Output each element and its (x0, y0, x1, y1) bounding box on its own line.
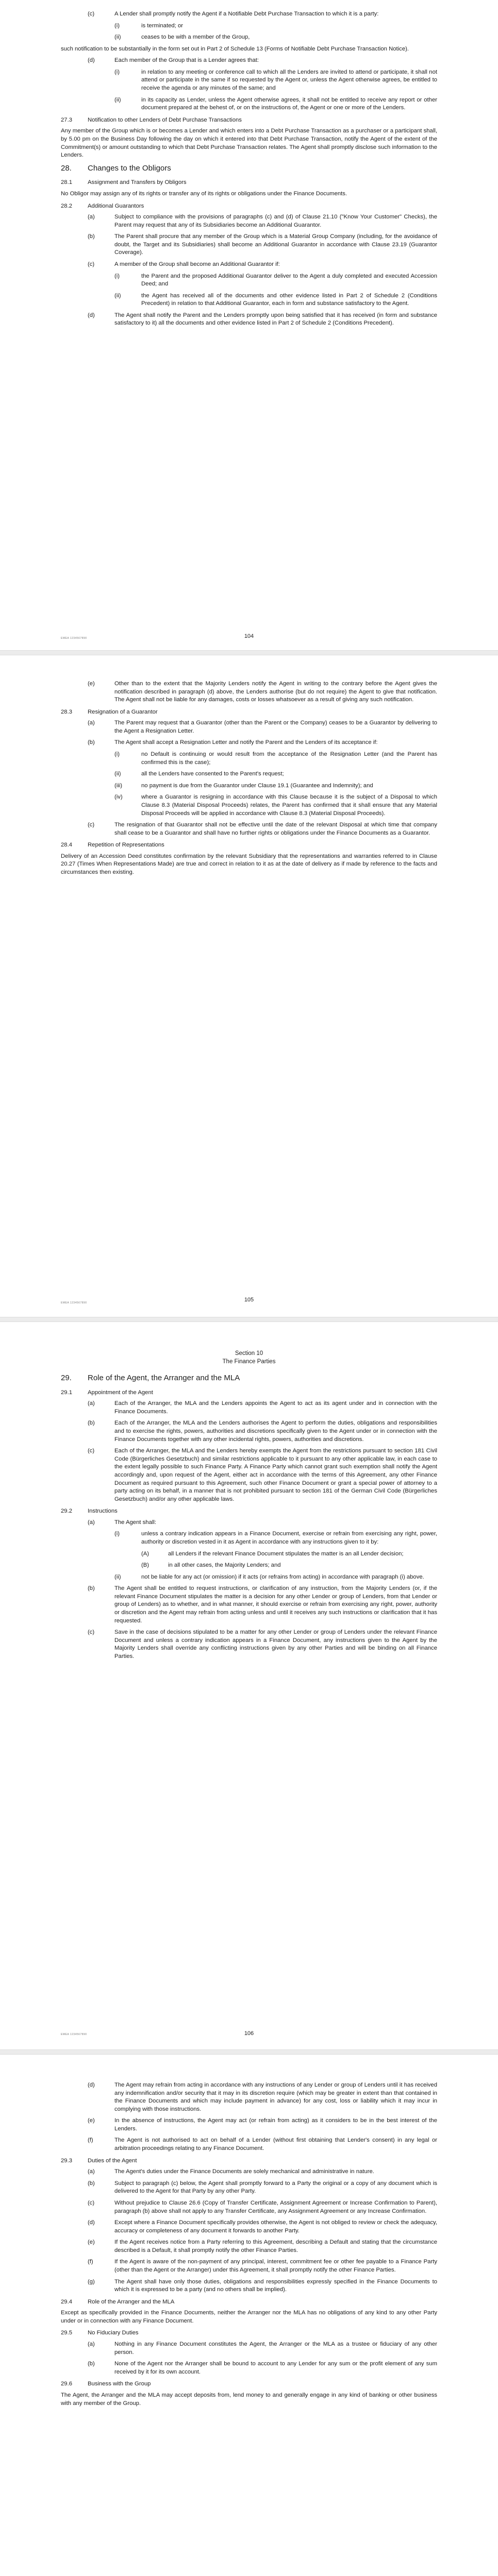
text: A member of the Group shall become an Additional Guarantor if: (114, 261, 280, 267)
para-29-5-a (88, 2341, 437, 2357)
text: The Agent shall be entitled to request instructions, or clarification of any instruction, from the Majority Lenders (or, if the relevant Finance Document stipulates the matter is a decision for any other Lender or group of Lenders, from that Lender or group of Lenders) as to whether, and in what manner, it should exercise or refrain from exercising any right, power, authority or discretion and the Agent may refrain from acting unless and until it receives any such instructions or clarification that it has requested. (114, 1585, 437, 1624)
text: all Lenders if the relevant Finance Document stipulates the matter is an all Lender decision; (168, 1550, 404, 1557)
label: (b) (88, 2180, 95, 2187)
label: (ii) (114, 292, 121, 299)
section-title: The Finance Parties (222, 1358, 276, 1365)
label: (i) (114, 273, 120, 279)
para-29-1-c (88, 1447, 437, 1503)
clause-number: 29.5 (61, 2330, 72, 2336)
label: (ii) (114, 1573, 121, 1580)
label: (a) (88, 1400, 95, 1407)
para-27-2-d-i (114, 69, 437, 93)
text: If the Agent is aware of the non-payment of any principal, interest, commitment fee or other fee payable to a Finance Party (other than the Agent or the Arranger) under this Agreement, it shall promptly notify the other Finance Parties. (114, 2259, 437, 2273)
text: Each member of the Group that is a Lender agrees that: (114, 57, 259, 64)
para-29-2-e (88, 2117, 437, 2133)
text: the Agent has received all of the documents and other evidence listed in Part 2 of Schedule 2 (Conditions Precedent) in relation to that Additional Guarantor, each in form and substance satisfactory to the Agent. (141, 292, 437, 307)
text: The Parent shall procure that any member of the Group which is a Material Group Company (including, for the avoidance of doubt, the Target and its Subsidiaries) shall become an Additional Guarantor in accordance with Clause 23.19 (Guarantor Coverage). (114, 233, 437, 256)
para-28-2-b (88, 233, 437, 257)
para-29-3-b (88, 2180, 437, 2196)
page-104 (0, 10, 498, 331)
heading-28 (61, 163, 437, 174)
clause-title: Appointment of the Agent (88, 1389, 153, 1396)
label: (iii) (114, 782, 123, 789)
clause-number: 28.3 (61, 708, 72, 715)
text: in its capacity as Lender, unless the Agent otherwise agrees, it shall not be entitled to receive any report or other document prepared at the behest of, or on the instructions of, the Agent or one or more of the Lenders. (141, 96, 437, 111)
text: Each of the Arranger, the MLA and the Lenders hereby exempts the Agent from the restrictions pursuant to section 181 Civil Code (Bürgerliches Gesetzbuch) and similar restrictions applicable to it pursuant to any other applicable law, in each case to the extent legally possible to such Finance Party. A Finance Party which cannot grant such exemption shall notify the Agent accordingly and, upon request of the Agent, either act in accordance with the terms of this Agreement, any other Finance Document as required pursuant to this Agreement, such other Finance Document or grant a special power of attorney to a party acting on its behalf, in a manner that is not prohibited pursuant to section 181 of the German Civil Code (Bürgerliches Gesetzbuch) and/or any other applicable laws. (114, 1448, 437, 1502)
doc-reference: EMEA 1234567890 (61, 637, 87, 640)
clause-title: Repetition of Representations (88, 842, 164, 849)
heading-29-6 (61, 2380, 437, 2388)
label: (a) (88, 214, 95, 221)
doc-reference: EMEA 1234567890 (61, 1301, 87, 1304)
page-106 (0, 1350, 498, 1664)
text: In the absence of instructions, the Agent may act (or refrain from acting) as it considers to be in the best interest of the Lenders. (114, 2117, 437, 2132)
doc-reference: EMEA 1234567890 (61, 2033, 87, 2036)
section-heading (61, 1350, 437, 1366)
clause-title: Changes to the Obligors (88, 163, 171, 173)
page-number: 106 (244, 2030, 254, 2037)
label: (a) (88, 720, 95, 726)
para-28-3-b-iv (114, 793, 437, 818)
label: (B) (141, 1562, 150, 1569)
clause-title: Instructions (88, 1508, 118, 1515)
label: (i) (114, 22, 120, 29)
text: the Parent and the proposed Additional Guarantor deliver to the Agent a duly completed and executed Accession Deed; and (141, 273, 437, 287)
page-105 (0, 680, 498, 880)
para-28-3-b-iii (114, 782, 437, 790)
text: Nothing in any Finance Document constitutes the Agent, the Arranger or the MLA as a trustee or fiduciary of any other person. (114, 2341, 437, 2355)
label: (f) (88, 2259, 93, 2265)
label: (d) (88, 312, 95, 318)
para-29-3-e (88, 2239, 437, 2255)
para-27-2-c-ii (114, 33, 437, 42)
text: not be liable for any act (or omission) if it acts (or refrains from acting) in accordance with paragraph (i) above. (141, 1573, 424, 1580)
heading-28-3 (61, 708, 437, 717)
page-separator (0, 1317, 498, 1322)
para-29-2-a-i-A (141, 1550, 437, 1558)
text: None of the Agent nor the Arranger shall be bound to account to any Lender for any sum or the profit element of any sum received by it for its own account. (114, 2361, 437, 2375)
para-28-2-e (88, 680, 437, 704)
para-28-4: Delivery of an Accession Deed constitutes confirmation by the relevant Subsidiary that the representations and warranties referred to in Clause 20.27 (Times When Representations Made) are true and correct in relation to it as at the date of delivery as if made by reference to the facts and circumstances then existing. (61, 853, 437, 875)
text: Save in the case of decisions stipulated to be a matter for any other Lender or group of Lenders under the relevant Finance Document and unless a contrary indication appears in a Finance Document, any instructions given to the Agent by the Majority Lenders shall override any conflicting instructions given by any other Parties and will be binding on all Finance Parties. (114, 1629, 437, 1659)
label: (b) (88, 1585, 95, 1592)
para-27-2-c-i (114, 22, 437, 30)
label: (c) (88, 1448, 95, 1454)
para-29-2-a-i-B (141, 1562, 437, 1570)
page-separator (0, 2049, 498, 2055)
para-27-2-c-tail: such notification to be substantially in the form set out in Part 2 of Schedule 13 (Forms of Notifiable Debt Purchase Transaction Notice). (61, 45, 409, 52)
para-28-2-c-i (114, 273, 437, 289)
para-29-1-a (88, 1400, 437, 1416)
text: The Agent shall have only those duties, obligations and responsibilities expressly specified in the Finance Documents to which it is expressed to be a party (and no others shall be implied). (114, 2278, 437, 2293)
clause-number: 29.6 (61, 2381, 72, 2387)
para-28-2-c (88, 261, 437, 269)
label: (i) (114, 69, 120, 75)
para-28-2-a (88, 213, 437, 229)
label: (d) (88, 57, 95, 64)
para-29-2-a-i (114, 1530, 437, 1546)
label: (iv) (114, 794, 123, 801)
page-107 (0, 2081, 498, 2411)
para-29-5-b (88, 2360, 437, 2376)
para-29-2-d (88, 2081, 437, 2113)
text: no payment is due from the Guarantor under Clause 19.1 (Guarantee and Indemnity); and (141, 782, 373, 789)
text: The Agent shall: (114, 1519, 157, 1526)
text: Each of the Arranger, the MLA and the Lenders authorises the Agent to perform the duties, obligations and responsibilities and to exercise the rights, powers, authorities and discretions specifically given to the Agent under or in connection with the Finance Documents together with any other incidental rights, powers, authorities and discretions. (114, 1420, 437, 1443)
clause-number: 29.4 (61, 2298, 72, 2305)
para-29-2-f (88, 2137, 437, 2153)
heading-28-2 (61, 202, 437, 211)
para-29-3-f (88, 2258, 437, 2274)
clause-title: Role of the Agent, the Arranger and the MLA (88, 1374, 240, 1383)
page-number: 104 (244, 633, 254, 639)
para-29-3-g (88, 2278, 437, 2294)
label: (d) (88, 2219, 95, 2226)
para-28-2-d (88, 312, 437, 328)
text: no Default is continuing or would result from the acceptance of the Resignation Letter (and the Parent has confirmed this is the case); (141, 751, 437, 766)
text: The Agent may refrain from acting in accordance with any instructions of any Lender or group of Lenders until it has received any indemnification and/or security that it may in its discretion require (which may be greater in extent than that contained in the Finance Documents and which may include payment in advance) for any cost, loss or liability which it may incur in complying with those instructions. (114, 2082, 437, 2112)
text: The Parent may request that a Guarantor (other than the Parent or the Company) ceases to be a Guarantor by delivering to the Agent a Resignation Letter. (114, 720, 437, 734)
heading-29 (61, 1373, 437, 1384)
label: (ii) (114, 771, 121, 777)
clause-title: Assignment and Transfers by Obligors (88, 179, 187, 186)
para-29-2-b (88, 1585, 437, 1625)
clause-number: 27.3 (61, 116, 72, 123)
clause-number: 28.4 (61, 842, 72, 849)
clause-number: 29. (61, 1374, 72, 1383)
text: where a Guarantor is resigning in accordance with this Clause because it is the subject of a Disposal to which Clause 8.3 (Material Disposal Proceeds) relates, the Parent has confirmed that it shall ensure that any Material Disposal Proceeds will be applied in accordance with Clause 8.3 (Material Disposal Proceeds). (141, 794, 437, 817)
text: Each of the Arranger, the MLA and the Lenders appoints the Agent to act as its agent under and in connection with the Finance Documents. (114, 1400, 437, 1415)
label: (e) (88, 2239, 95, 2246)
text: The Agent's duties under the Finance Documents are solely mechanical and administrative in nature. (114, 2168, 374, 2175)
para-29-1-b (88, 1419, 437, 1444)
clause-number: 29.1 (61, 1389, 72, 1396)
para-27-2-d-ii (114, 96, 437, 112)
para-29-2-a (88, 1519, 437, 1527)
clause-title: Business with the Group (88, 2381, 151, 2387)
text: is terminated; or (141, 22, 183, 29)
section-number: Section 10 (235, 1350, 263, 1357)
text: Subject to compliance with the provisions of paragraphs (c) and (d) of Clause 21.10 ("Know Your Customer" Checks), the Parent may request that any of its Subsidiaries become an Additional Guarantor. (114, 214, 437, 228)
para-29-2-c (88, 1629, 437, 1660)
clause-number: 28.1 (61, 179, 72, 186)
label: (c) (88, 11, 95, 17)
clause-title: Role of the Arranger and the MLA (88, 2298, 175, 2305)
text: Except where a Finance Document specifically provides otherwise, the Agent is not obliged to review or check the adequacy, accuracy or completeness of any document it forwards to another Party. (114, 2219, 437, 2234)
label: (a) (88, 2341, 95, 2348)
clause-title: Duties of the Agent (88, 2157, 137, 2164)
para-28-3-b-i (114, 751, 437, 767)
heading-29-1 (61, 1389, 437, 1397)
label: (a) (88, 1519, 95, 1526)
heading-27-3 (61, 116, 437, 125)
label: (b) (88, 2361, 95, 2367)
text: unless a contrary indication appears in a Finance Document, exercise or refrain from exercising any right, power, authority or discretion vested in it as Agent in accordance with any instructions given to it by: (141, 1531, 437, 1545)
para-29-6: The Agent, the Arranger and the MLA may accept deposits from, lend money to and generally engage in any kind of banking or other business with any member of the Group. (61, 2392, 437, 2406)
label: (ii) (114, 96, 121, 103)
para-27-3: Any member of the Group which is or becomes a Lender and which enters into a Debt Purchase Transaction as a purchaser or a participant shall, by 5.00 pm on the Business Day following the day on which it entered into that Debt Purchase Transaction, notify the Agent of the extent of the Commitment(s) or amount outstanding to which that Debt Purchase Transaction relates. The Agent shall promptly disclose such information to the Lenders. (61, 128, 437, 159)
para-29-4: Except as specifically provided in the Finance Documents, neither the Arranger nor the MLA has no obligations of any kind to any other Party under or in connection with any Finance Document. (61, 2310, 437, 2324)
label: (d) (88, 2082, 95, 2088)
text: The Agent shall notify the Parent and the Lenders promptly upon being satisfied that it has received (in form and substance satisfactory to it) all the documents and other evidence listed in Part 2 of Schedule 2 (Conditions Precedent). (114, 312, 437, 327)
label: (g) (88, 2278, 95, 2285)
text: in all other cases, the Majority Lenders; and (168, 1562, 281, 1569)
clause-number: 29.2 (61, 1508, 72, 1515)
para-29-3-a (88, 2168, 437, 2176)
para-28-2-c-ii (114, 292, 437, 308)
para-28-3-a (88, 719, 437, 735)
label: (e) (88, 681, 95, 687)
heading-28-1 (61, 179, 437, 187)
label: (i) (114, 1531, 120, 1537)
text: If the Agent receives notice from a Party referring to this Agreement, describing a Default and stating that the circumstance described is a Default, it shall promptly notify the other Finance Parties. (114, 2239, 437, 2253)
para-28-3-c (88, 821, 437, 837)
label: (c) (88, 2199, 95, 2206)
text: Without prejudice to Clause 26.6 (Copy of Transfer Certificate, Assignment Agreement or Increase Confirmation to Parent), paragraph (b) above shall not apply to any Transfer Certificate, any Assignment Agreement or any Increase Confirmation. (114, 2199, 437, 2214)
label: (f) (88, 2137, 93, 2144)
text: in relation to any meeting or conference call to which all the Lenders are invited to attend or participate, it shall not attend or participate in the same if so requested by the Agent or, unless the Agent otherwise agrees, be entitled to receive the agenda or any minutes of the same; and (141, 69, 437, 92)
heading-28-4 (61, 841, 437, 850)
text: Other than to the extent that the Majority Lenders notify the Agent in writing to the contrary before the Agent gives the notification described in paragraph (d) above, the Lenders authorise (but do not require) the Agent to give that notification. The Agent shall not be liable for any damages, costs or losses whatsoever as a result of giving any such notification. (114, 681, 437, 703)
label: (a) (88, 2168, 95, 2175)
label: (c) (88, 261, 95, 267)
para-28-1: No Obligor may assign any of its rights or transfer any of its rights or obligations under the Finance Documents. (61, 190, 347, 197)
label: (b) (88, 739, 95, 746)
para-28-3-b-ii (114, 770, 437, 778)
label: (c) (88, 822, 95, 828)
text: A Lender shall promptly notify the Agent if a Notifiable Debt Purchase Transaction to which it is a party: (114, 11, 379, 17)
label: (b) (88, 233, 95, 240)
clause-number: 29.3 (61, 2157, 72, 2164)
heading-29-5 (61, 2329, 437, 2337)
text: all the Lenders have consented to the Parent's request; (141, 771, 284, 777)
clause-title: Notification to other Lenders of Debt Purchase Transactions (88, 116, 242, 123)
label: (b) (88, 1420, 95, 1427)
para-29-2-a-ii (114, 1573, 437, 1582)
text: The Agent shall accept a Resignation Letter and notify the Parent and the Lenders of its acceptance if: (114, 739, 378, 746)
clause-title: Resignation of a Guarantor (88, 708, 158, 715)
label: (A) (141, 1550, 150, 1557)
text: ceases to be with a member of the Group, (141, 34, 250, 41)
page-number: 105 (244, 1297, 254, 1303)
clause-number: 28. (61, 163, 72, 173)
clause-number: 28.2 (61, 202, 72, 209)
para-29-3-d (88, 2219, 437, 2235)
heading-29-4 (61, 2298, 437, 2307)
text: The Agent is not authorised to act on behalf of a Lender (without first obtaining that Lender's consent) in any legal or arbitration proceedings relating to any Finance Document. (114, 2137, 437, 2152)
page-separator (0, 650, 498, 655)
text: Subject to paragraph (c) below, the Agent shall promptly forward to a Party the original or a copy of any document which is delivered to the Agent for that Party by any other Party. (114, 2180, 437, 2195)
text: The resignation of that Guarantor shall not be effective until the date of the relevant Disposal at which time that company shall cease to be a Guarantor and shall have no further rights or obligations under the Finance Documents as a Guarantor. (114, 822, 437, 836)
heading-29-2 (61, 1507, 437, 1516)
para-29-3-c (88, 2199, 437, 2215)
label: (ii) (114, 34, 121, 41)
label: (i) (114, 751, 120, 758)
label: (c) (88, 1629, 95, 1636)
para-27-2-d (88, 57, 437, 65)
para-28-3-b (88, 739, 437, 747)
label: (e) (88, 2117, 95, 2124)
para-27-2-c (88, 10, 437, 19)
clause-title: Additional Guarantors (88, 202, 144, 209)
clause-title: No Fiduciary Duties (88, 2330, 139, 2336)
heading-29-3 (61, 2157, 437, 2165)
